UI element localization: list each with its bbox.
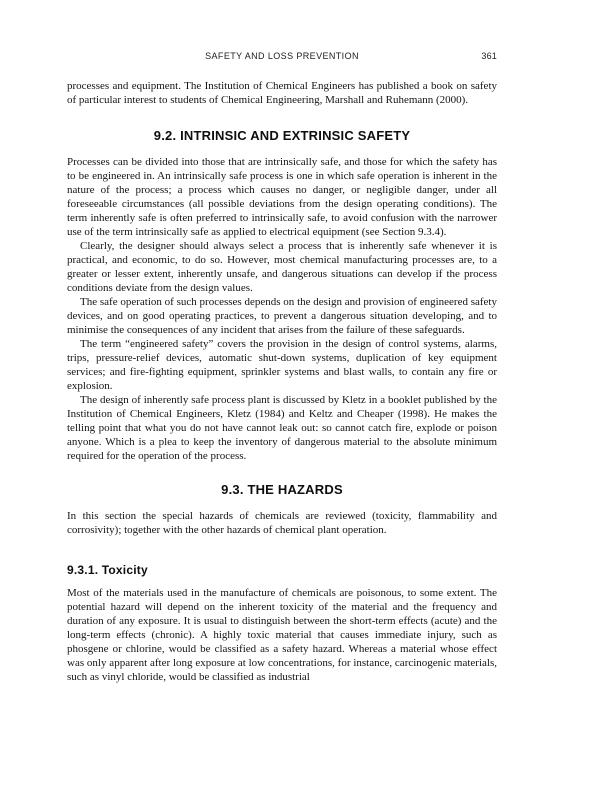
paragraph-intrinsic-3: The safe operation of such processes depends on the design and provision of engineered safety devices, and on good operating practices, to prevent a dangerous situation developing, and to minimise the consequences of any incident that arises from the failure of these safeguards. — [67, 296, 497, 336]
section-heading-9-3: 9.3. THE HAZARDS — [221, 482, 343, 497]
paragraph-intrinsic-2: Clearly, the designer should always select a process that is inherently safe whenever it is practical, and economic, to do so. However, most chemical manufacturing processes are, to a greater or lesser extent, inherently unsafe, and dangerous situations can develop if the process conditions deviate from the design values. — [67, 240, 497, 294]
subsection-heading-9-3-1: 9.3.1. Toxicity — [67, 563, 148, 577]
running-header — [67, 51, 497, 62]
running-header-title: SAFETY AND LOSS PREVENTION — [205, 51, 359, 61]
paragraph-intrinsic-5: The design of inherently safe process plant is discussed by Kletz in a booklet published by the Institution of Chemical Engineers, Kletz (1984) and Keltz and Cheaper (1998). He makes the telling point that what you do not have cannot leak out: so cannot catch fire, explode or poison anyone. Which is a plea to keep the inventory of dangerous material to the absolute minimum required for the operation of the process. — [67, 394, 497, 462]
paragraph-intrinsic-4: The term “engineered safety” covers the provision in the design of control systems, alarms, trips, pressure-relief devices, automatic shut-down systems, duplication of key equipment services; and fire-fighting equipment, sprinkler systems and blast walls, to contain any fire or explosion. — [67, 338, 497, 392]
section-heading-9-2: 9.2. INTRINSIC AND EXTRINSIC SAFETY — [153, 128, 411, 143]
page-number: 361 — [481, 51, 497, 61]
paragraph-continuation: processes and equipment. The Institution of Chemical Engineers has published a book on safety of particular interest to students of Chemical Engineering, Marshall and Ruhemann (2000). — [67, 80, 497, 106]
paragraph-toxicity-1: Most of the materials used in the manufacture of chemicals are poisonous, to some extent. The potential hazard will depend on the inherent toxicity of the material and the frequency and duration of any exposure. It is usual to distinguish between the short-term effects (acute) and the long-term effects (chronic). A highly toxic material that causes immediate injury, such as phosgene or chlorine, would be classified as a safety hazard. Whereas a material whose effect was only apparent after long exposure at low concentrations, for instance, carcinogenic materials, such as vinyl chloride, would be classified as industrial — [67, 587, 497, 683]
paragraph-intrinsic-1: Processes can be divided into those that are intrinsically safe, and those for which the safety has to be engineered in. An intrinsically safe process is one in which safe operation is inherent in the nature of the process; a process which causes no danger, or negligible danger, under all foreseeable circumstances (all possible deviations from the design operating conditions). The term inherently safe is often preferred to intrinsically safe, to avoid confusion with the narrower use of the term intrinsically safe as applied to electrical equipment (see Section 9.3.4). — [67, 156, 497, 238]
paragraph-hazards-intro: In this section the special hazards of chemicals are reviewed (toxicity, flammability and corrosivity); together with the other hazards of chemical plant operation. — [67, 510, 497, 536]
